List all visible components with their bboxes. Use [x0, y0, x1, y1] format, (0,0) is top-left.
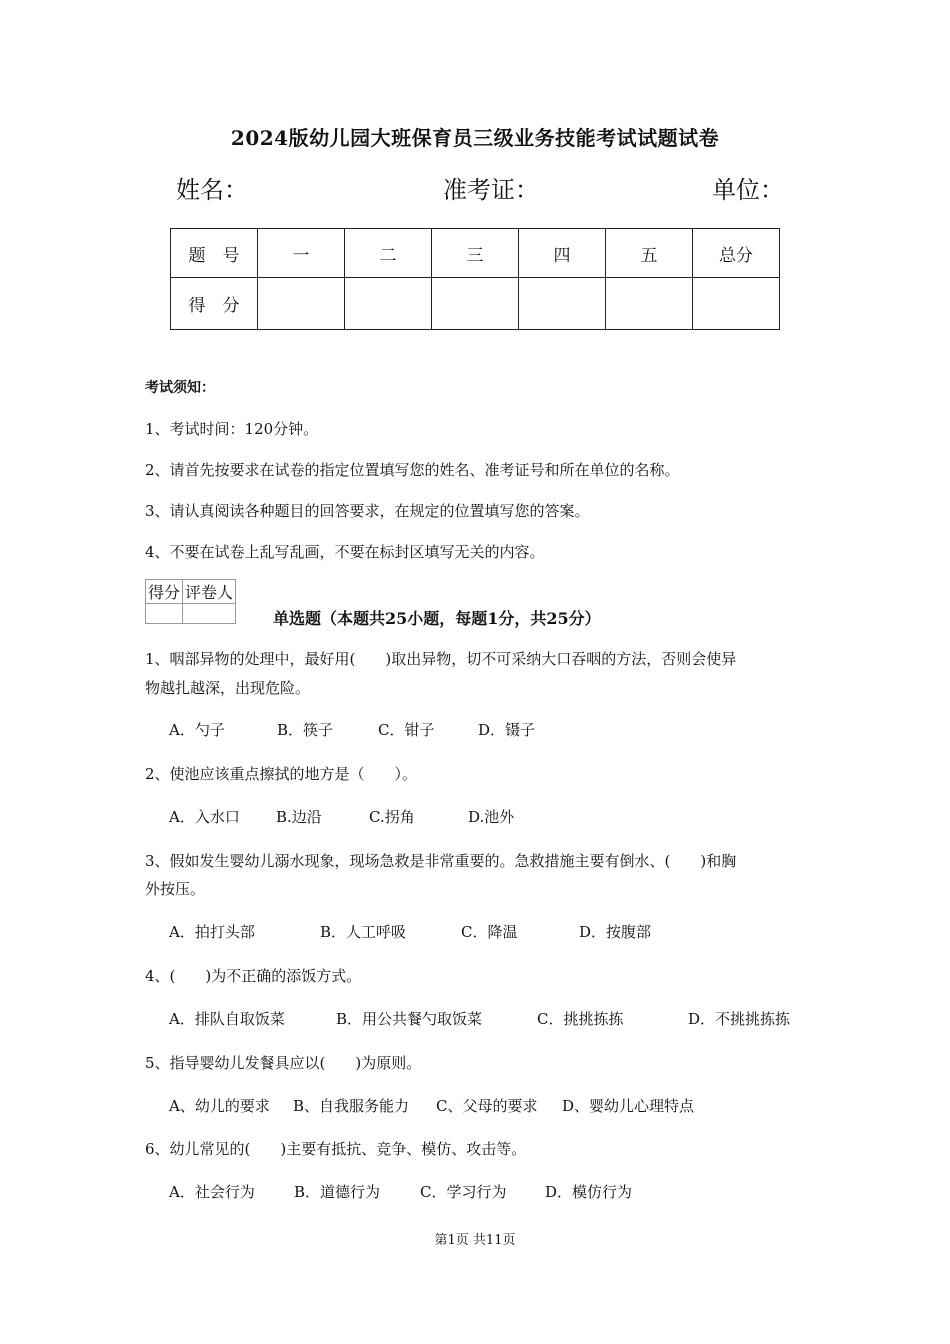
option[interactable]: B．人工呼吸: [320, 923, 407, 941]
notice-item: 1、考试时间：120分钟。: [145, 420, 319, 438]
score-table-header-cell: 总分: [693, 229, 780, 278]
option[interactable]: B．用公共餐勺取饭菜: [336, 1010, 483, 1028]
question-stem: 物越扎越深，出现危险。: [145, 679, 311, 697]
option[interactable]: D.池外: [468, 808, 515, 826]
option[interactable]: D．镊子: [478, 721, 536, 739]
score-table-header-cell: 题 号: [171, 229, 258, 278]
score-table-header-cell: 四: [519, 229, 606, 278]
notice-item: 4、不要在试卷上乱写乱画，不要在标封区填写无关的内容。: [145, 543, 545, 561]
option[interactable]: B.边沿: [276, 808, 322, 826]
notice-item: 2、请首先按要求在试卷的指定位置填写您的姓名、准考证号和所在单位的名称。: [145, 461, 680, 479]
unit-label: 单位：: [712, 176, 784, 204]
option[interactable]: D．不挑挑拣拣: [688, 1010, 791, 1028]
grader-reviewer-cell[interactable]: [183, 604, 236, 624]
question-stem: 6、幼儿常见的( )主要有抵抗、竞争、模仿、攻击等。: [145, 1140, 527, 1158]
notice-heading: 考试须知：: [145, 380, 215, 396]
option[interactable]: A．拍打头部: [169, 923, 255, 941]
question-stem: 1、咽部异物的处理中，最好用( )取出异物，切不可采纳大口吞咽的方法，否则会使异: [145, 650, 737, 668]
score-table-score-row: [171, 278, 780, 330]
option[interactable]: A．排队自取饭菜: [169, 1010, 285, 1028]
notice-item: 3、请认真阅读各种题目的回答要求，在规定的位置填写您的答案。: [145, 502, 590, 520]
option[interactable]: C．挑挑拣拣: [537, 1010, 624, 1028]
option[interactable]: B．筷子: [277, 721, 334, 739]
option[interactable]: D．按腹部: [579, 923, 652, 941]
score-table: [170, 228, 780, 330]
question-stem: 2、使池应该重点擦拭的地方是（ ）。: [145, 765, 418, 783]
option[interactable]: D．模仿行为: [545, 1183, 633, 1201]
option[interactable]: A．勺子: [169, 721, 225, 739]
option[interactable]: C、父母的要求: [436, 1097, 538, 1115]
name-label: 姓名：: [176, 176, 248, 204]
score-cell[interactable]: [693, 278, 780, 330]
grader-score-label: 得分: [146, 580, 183, 604]
question-stem: 3、假如发生婴幼儿溺水现象，现场急救是非常重要的。急救措施主要有倒水、( )和胸: [145, 852, 737, 870]
option[interactable]: B、自我服务能力: [293, 1097, 410, 1115]
option[interactable]: C.拐角: [369, 808, 415, 826]
question-stem: 5、指导婴幼儿发餐具应以( )为原则。: [145, 1054, 422, 1072]
section-title: 单选题（本题共25小题，每题1分，共25分）: [273, 609, 601, 628]
exam-title: 2024版幼儿园大班保育员三级业务技能考试试题试卷: [230, 126, 720, 150]
option[interactable]: A．社会行为: [169, 1183, 255, 1201]
option[interactable]: D、婴幼儿心理特点: [562, 1097, 695, 1115]
grader-score-cell[interactable]: [146, 604, 183, 624]
page-footer: 第1页 共11页: [434, 1233, 516, 1248]
ticket-number-label: 准考证：: [443, 176, 539, 204]
score-row-label: 得 分: [171, 278, 258, 330]
score-cell[interactable]: [606, 278, 693, 330]
option[interactable]: C．钳子: [378, 721, 435, 739]
question-stem: 外按压。: [145, 880, 206, 898]
option[interactable]: A、幼儿的要求: [169, 1097, 270, 1115]
question-stem: 4、( )为不正确的添饭方式。: [145, 967, 362, 985]
score-cell[interactable]: [432, 278, 519, 330]
score-table-header-cell: 五: [606, 229, 693, 278]
score-cell[interactable]: [345, 278, 432, 330]
score-table-header-cell: 三: [432, 229, 519, 278]
score-table-header-cell: 一: [258, 229, 345, 278]
grader-reviewer-label: 评卷人: [183, 580, 236, 604]
option[interactable]: B．道德行为: [294, 1183, 381, 1201]
grader-box: [145, 579, 236, 624]
score-table-header-row: [171, 229, 780, 278]
score-table-header-cell: 二: [345, 229, 432, 278]
score-cell[interactable]: [519, 278, 606, 330]
option[interactable]: C．降温: [461, 923, 518, 941]
option[interactable]: C．学习行为: [420, 1183, 507, 1201]
score-cell[interactable]: [258, 278, 345, 330]
option[interactable]: A．入水口: [169, 808, 240, 826]
